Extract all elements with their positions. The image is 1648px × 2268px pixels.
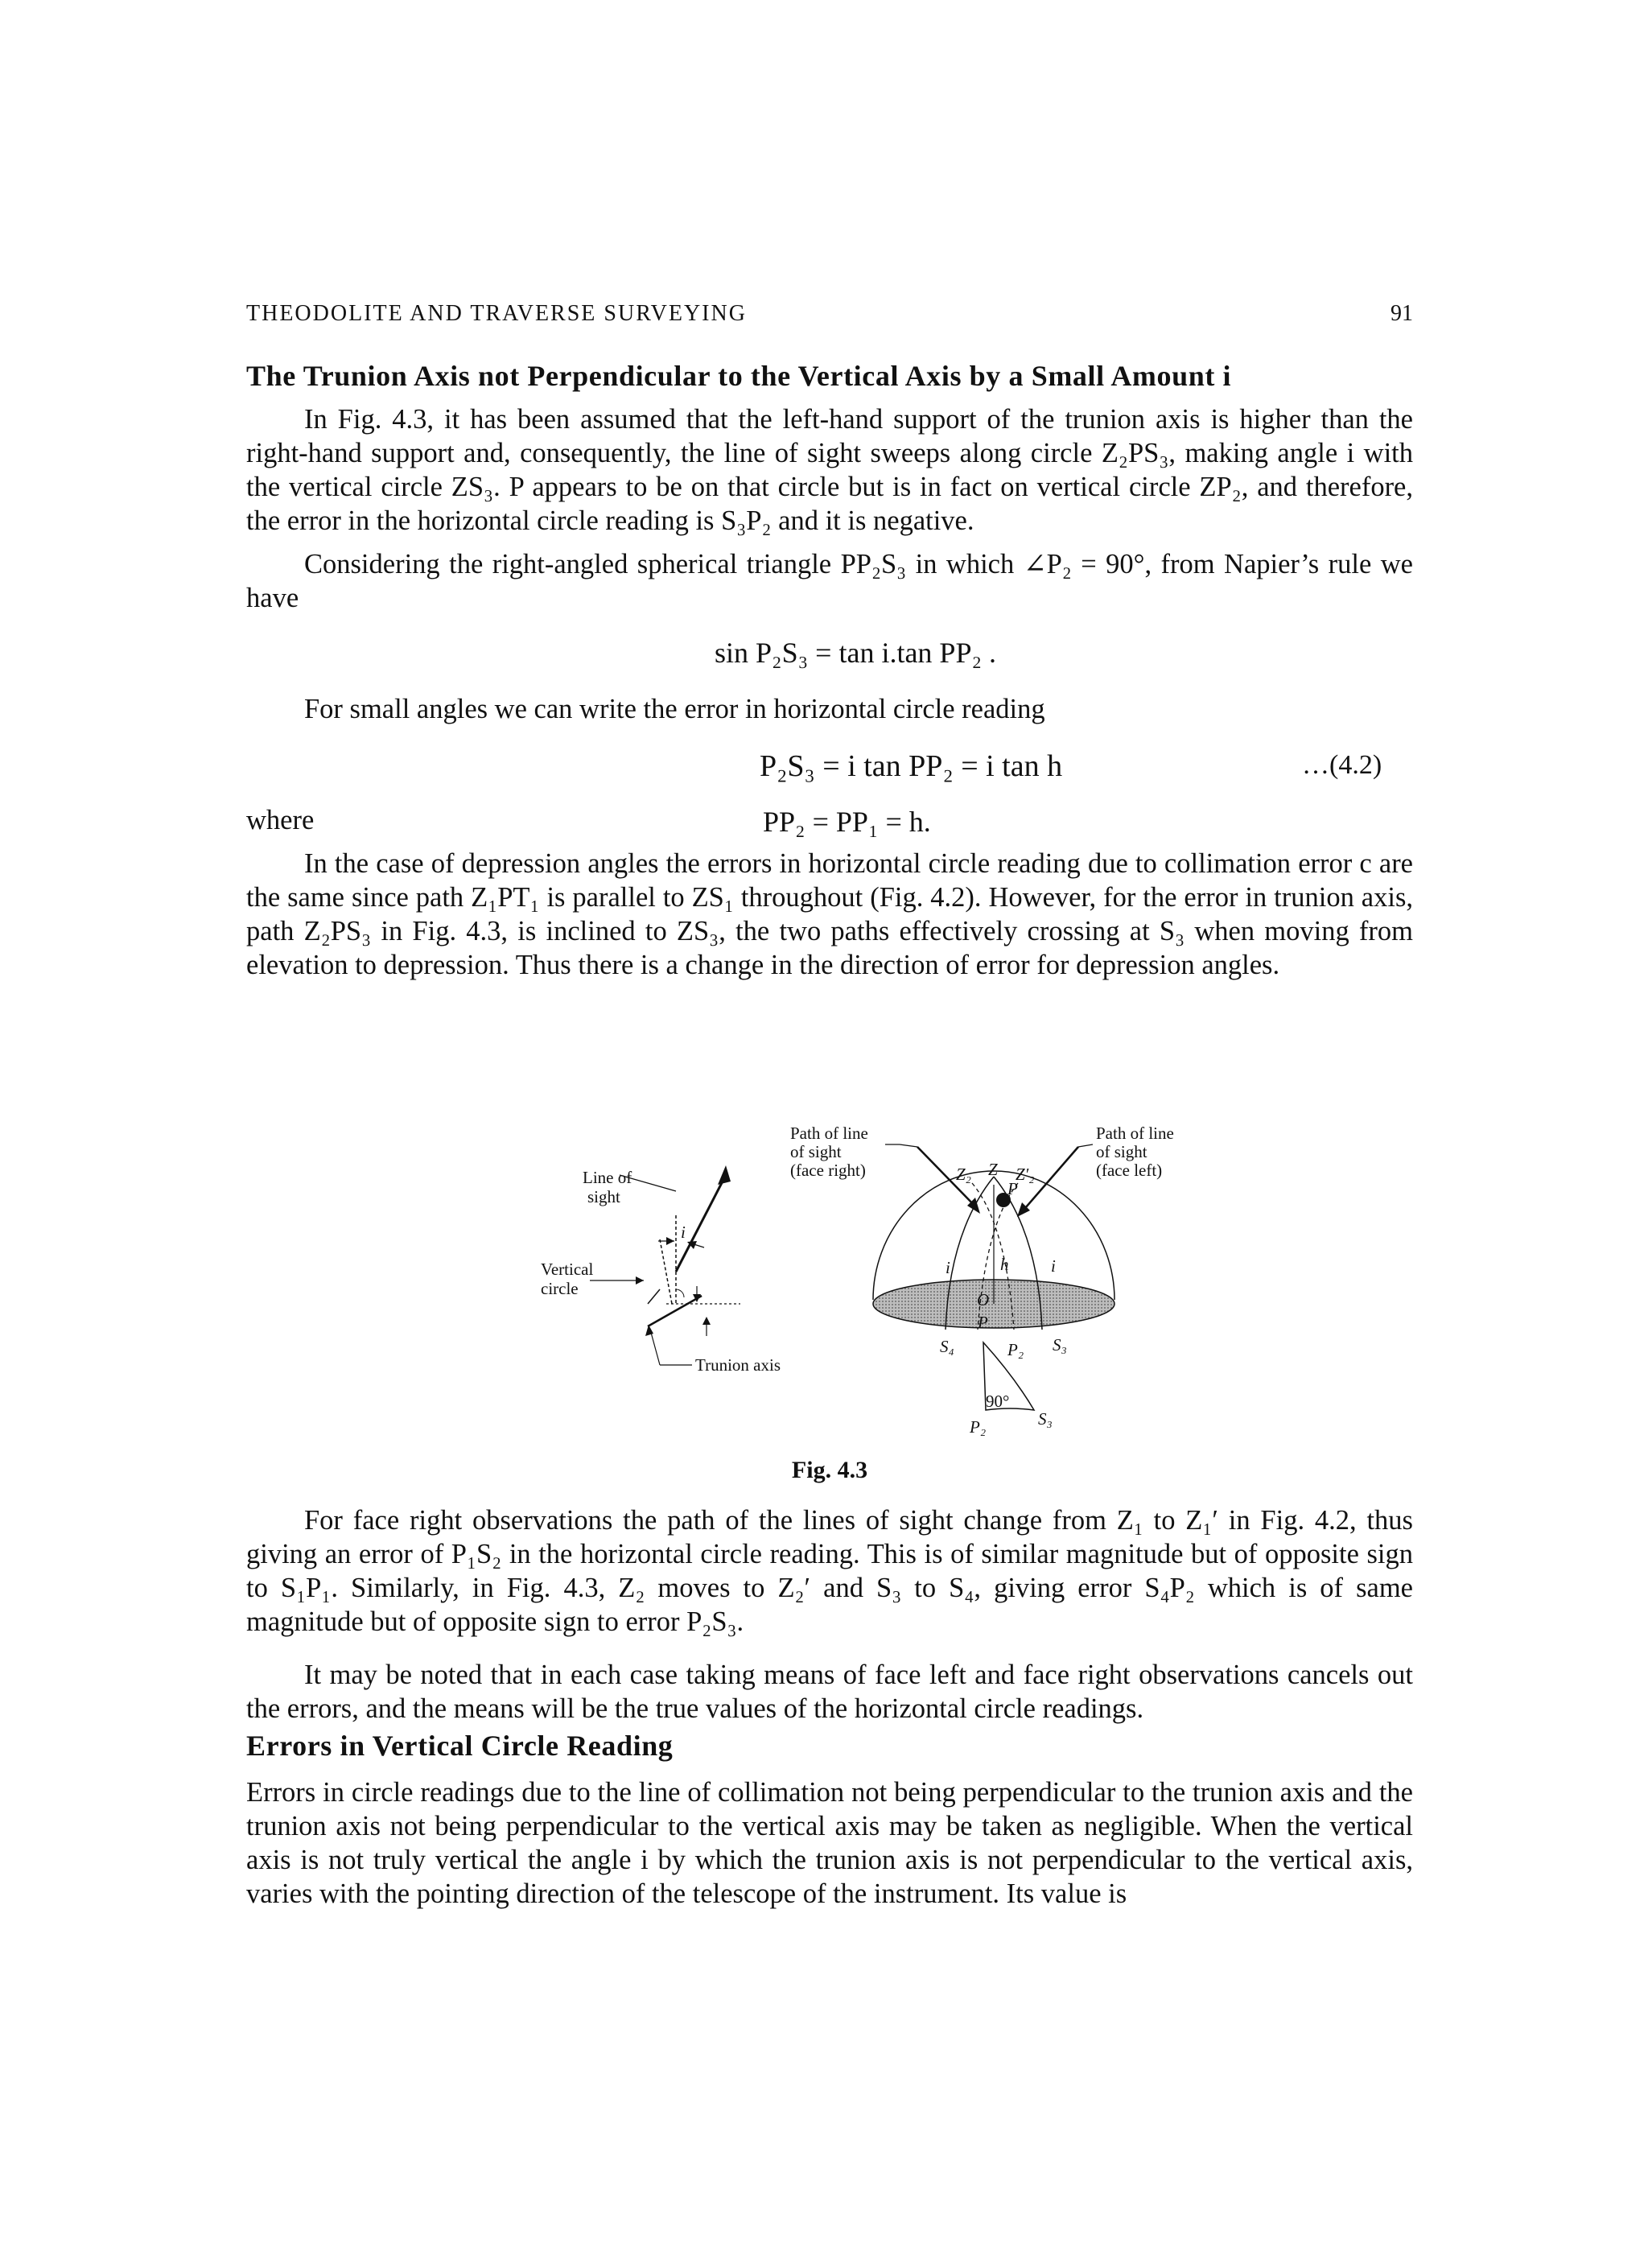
leader-face-right-2 — [900, 1144, 917, 1147]
equation-pp2: PP₂ = PP₁ = h. — [763, 806, 931, 838]
page-number: 91 — [1390, 301, 1413, 326]
spherical-triangle — [969, 1313, 1053, 1437]
label-line-of-sight-2: sight — [587, 1187, 620, 1206]
label-P-dome: P — [1007, 1179, 1018, 1198]
label-Z: Z — [988, 1160, 998, 1179]
label-path-left-1: Path of line — [1096, 1124, 1174, 1143]
where-label: where — [246, 805, 315, 835]
label-path-left-3: (face left) — [1096, 1161, 1163, 1180]
left-diagram — [541, 1165, 781, 1375]
arrow-trunion — [645, 1325, 653, 1336]
label-vertical-circle-1: Vertical — [541, 1260, 594, 1279]
label-h: h — [1000, 1255, 1009, 1274]
running-title: THEODOLITE AND TRAVERSE SURVEYING — [246, 301, 747, 326]
line-of-sight-arrowhead — [718, 1165, 731, 1185]
label-vertical-circle-2: circle — [541, 1279, 579, 1298]
label-triangle-P2: P₂ — [970, 1417, 987, 1437]
label-line-of-sight-1: Line of — [583, 1168, 632, 1187]
paragraph-6: It may be noted that in each case taking means of face left and face right observations cancels out the errors, and the means will be the true values of the horizontal circle readings. — [246, 1660, 1413, 1724]
small-up-arrowhead — [702, 1317, 711, 1325]
label-path-left-2: of sight — [1096, 1142, 1147, 1161]
label-path-right-3: (face right) — [790, 1161, 866, 1180]
label-Z2-prime: Z′₂ — [1016, 1165, 1035, 1184]
section-heading-trunion: The Trunion Axis not Perpendicular to the Vertical Axis by a Small Amount i — [246, 360, 1232, 392]
paragraph-5: For face right observations the path of the lines of sight change from Z₁ to Z₁′ in Fig. 4.2, thus giving an error of P₁S₂ in the horizontal circle reading. This is of similar magnitude but of opposite sign to S₁P₁. Similarly, in Fig. 4.3, Z₂ moves to Z₂′ and S₃ to S₄, giving error S₄P₂ which is of same magnitude but of opposite sign to error P₂S₃. — [246, 1505, 1413, 1637]
paragraph-4: In the case of depression angles the errors in horizontal circle reading due to collimation error c are the same since path Z₁PT₁ is parallel to ZS₁ throughout (Fig. 4.2). However, for the error in trunion axis, path Z₂PS₃ in Fig. 4.3, is inclined to ZS₃, the two paths effectively crossing at S₃ when moving from elevation to depression. Thus there is a change in the direction of error for depression angles. — [246, 848, 1413, 980]
figure-4-3 — [515, 1030, 1191, 1449]
label-S3: S₃ — [1053, 1335, 1067, 1355]
running-header — [246, 301, 1413, 327]
trunion-axis-line — [648, 1296, 702, 1326]
paragraph-1: In Fig. 4.3, it has been assumed that the left-hand support of the trunion axis is higher than the right-hand support and, consequently, the line of sight sweeps along circle Z₂PS₃, making angle i with the vertical circle ZS₃. P appears to be on that circle but is in fact on vertical circle ZP₂, and therefore, the error in the horizontal circle reading is S₃P₂ and it is negative. — [246, 404, 1413, 536]
section-heading-vertical-circle: Errors in Vertical Circle Reading — [246, 1730, 674, 1762]
leader-trunion-diag — [650, 1330, 660, 1365]
paragraph-7: Errors in circle readings due to the line of collimation not being perpendicular to the trunion axis and the trunion axis not being perpendicular to the vertical axis may be taken as negligible. When the vertical axis is not truly vertical the angle i by which the trunion axis is not perpendicular to the vertical axis, varies with the pointing direction of the telescope of the instrument. Its value is — [246, 1777, 1413, 1909]
label-path-right-2: of sight — [790, 1142, 842, 1161]
label-Z2: Z₂ — [956, 1165, 971, 1184]
vertical-circle-mark — [648, 1289, 660, 1304]
figure-caption: Fig. 4.3 — [791, 1457, 868, 1483]
label-triangle-90: 90° — [986, 1392, 1010, 1411]
paragraph-3: For small angles we can write the error in horizontal circle reading — [304, 694, 1045, 724]
equation-4-2: P₂S₃ = i tan PP₂ = i tan h — [760, 749, 1063, 783]
label-trunion-axis: Trunion axis — [695, 1355, 781, 1375]
label-i-right: i — [1051, 1256, 1056, 1276]
label-triangle-S3: S₃ — [1038, 1409, 1053, 1429]
label-O: O — [977, 1290, 990, 1309]
label-i-small: i — [681, 1223, 686, 1242]
label-i-left: i — [946, 1258, 950, 1277]
leader-face-left — [1078, 1144, 1093, 1147]
label-S4: S₄ — [940, 1337, 954, 1356]
label-path-right-1: Path of line — [790, 1124, 868, 1143]
label-triangle-P: P — [978, 1313, 988, 1332]
arrow-vertical-circle — [636, 1276, 644, 1285]
right-angle-mark — [676, 1289, 684, 1297]
i-arrowhead-left — [666, 1237, 674, 1245]
label-P2: P₂ — [1007, 1340, 1024, 1359]
paragraph-2: Considering the right-angled spherical triangle PP₂S₃ in which ∠P₂ = 90°, from Napier’s rule we have — [246, 549, 1413, 613]
equation-number: …(4.2) — [1302, 750, 1382, 780]
equation-napier: sin P₂S₃ = tan i.tan PP₂ . — [715, 637, 997, 669]
tilted-dashed-line — [660, 1239, 672, 1304]
